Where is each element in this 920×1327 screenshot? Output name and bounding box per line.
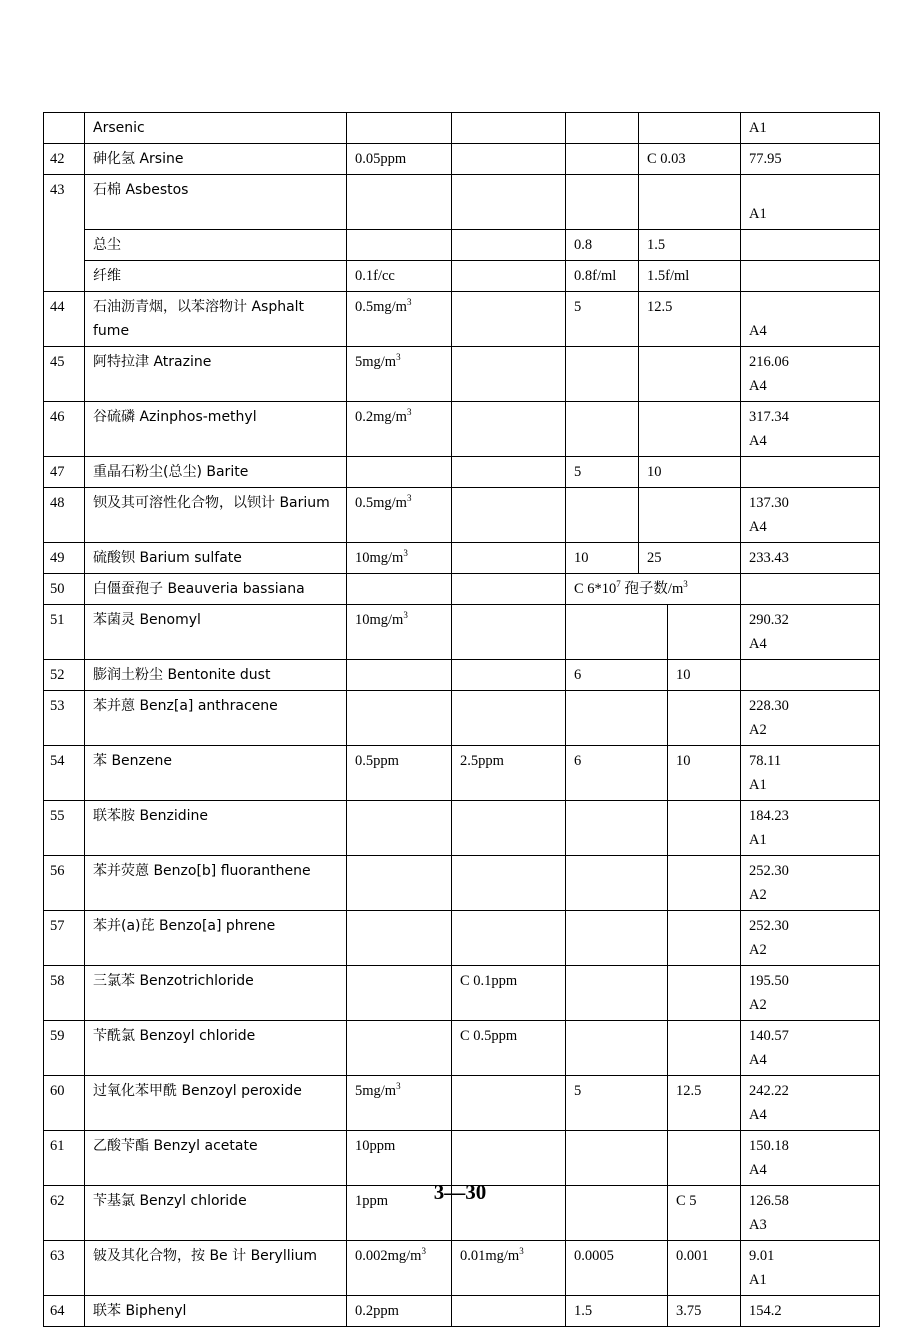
table-row: [44, 966, 880, 1021]
table-row: [44, 1021, 880, 1076]
cell-number: 54: [44, 746, 85, 801]
table-row: [44, 292, 880, 347]
cell-pc-twa: 1.5: [566, 1296, 668, 1327]
cell-twa: [347, 966, 452, 1021]
cell-stel: [452, 574, 566, 605]
cell-substance-name: 白僵蚕孢子 Beauveria bassiana: [85, 574, 347, 605]
cell-pc-stel: [668, 605, 741, 660]
cell-number: 60: [44, 1076, 85, 1131]
cell-molecular-weight: 77.95: [741, 144, 880, 175]
cell-number: [44, 113, 85, 144]
table-row: [44, 1131, 880, 1186]
cell-number: 56: [44, 856, 85, 911]
cell-pc-stel: [668, 691, 741, 746]
cell-number: 62: [44, 1186, 85, 1241]
table-row: [44, 1241, 880, 1296]
table-row: [44, 144, 880, 175]
cell-number: 45: [44, 347, 85, 402]
cell-pc-twa: [566, 347, 639, 402]
cell-stel: [452, 457, 566, 488]
cell-molecular-weight: 228.30 A2: [741, 691, 880, 746]
cell-substance-name: 乙酸苄酯 Benzyl acetate: [85, 1131, 347, 1186]
cell-molecular-weight: 154.2: [741, 1296, 880, 1327]
cell-molecular-weight: [741, 660, 880, 691]
cell-pc-stel: [639, 113, 741, 144]
cell-twa: [347, 113, 452, 144]
cell-molecular-weight: 184.23 A1: [741, 801, 880, 856]
cell-stel: [452, 402, 566, 457]
cell-substance-name: 谷硫磷 Azinphos-methyl: [85, 402, 347, 457]
cell-pc-stel: C 5: [668, 1186, 741, 1241]
cell-number: 59: [44, 1021, 85, 1076]
cell-pc-twa: [566, 605, 668, 660]
cell-number: 64: [44, 1296, 85, 1327]
cell-stel: [452, 911, 566, 966]
cell-stel: 2.5ppm: [452, 746, 566, 801]
cell-twa: $10mg/m^3$: [347, 605, 452, 660]
cell-number: 44: [44, 292, 85, 347]
cell-substance-name: 过氧化苯甲酰 Benzoyl peroxide: [85, 1076, 347, 1131]
cell-pc-twa: [566, 911, 668, 966]
cell-pc-stel: 1.5f/ml: [639, 261, 741, 292]
cell-pc-twa: [566, 113, 639, 144]
cell-molecular-weight: [741, 230, 880, 261]
cell-stel: [452, 347, 566, 402]
cell-pc-twa: [566, 691, 668, 746]
cell-pc-stel: 25: [639, 543, 741, 574]
cell-stel: [452, 691, 566, 746]
cell-number: 58: [44, 966, 85, 1021]
cell-pc-stel: C 0.03: [639, 144, 741, 175]
cell-pc-twa: [566, 175, 639, 230]
cell-twa: $0.5mg/m^3$: [347, 292, 452, 347]
cell-twa: [347, 801, 452, 856]
cell-stel: [452, 801, 566, 856]
table-row: [44, 113, 880, 144]
table-row: [44, 543, 880, 574]
cell-stel: [452, 230, 566, 261]
cell-pc-twa: 0.0005: [566, 1241, 668, 1296]
cell-pc-twa: [566, 1131, 668, 1186]
table-row: [44, 856, 880, 911]
cell-number: 43: [44, 175, 85, 292]
cell-number: 49: [44, 543, 85, 574]
cell-stel: [452, 292, 566, 347]
cell-substance-name: 重晶石粉尘(总尘) Barite: [85, 457, 347, 488]
cell-stel: [452, 144, 566, 175]
cell-pc-stel: 1.5: [639, 230, 741, 261]
cell-number: 63: [44, 1241, 85, 1296]
cell-pc-stel: [668, 801, 741, 856]
cell-molecular-weight: 233.43: [741, 543, 880, 574]
cell-molecular-weight: 9.01 A1: [741, 1241, 880, 1296]
cell-stel: [452, 605, 566, 660]
cell-number: 55: [44, 801, 85, 856]
cell-molecular-weight: [741, 457, 880, 488]
cell-pc-stel: [639, 347, 741, 402]
cell-twa: [347, 457, 452, 488]
cell-pc-stel: [668, 856, 741, 911]
cell-number: 47: [44, 457, 85, 488]
cell-twa: [347, 230, 452, 261]
table-subrow: [44, 261, 880, 292]
cell-pc-twa: [566, 966, 668, 1021]
cell-substance-name: 苯并荧蒽 Benzo[b] fluoranthene: [85, 856, 347, 911]
cell-pc-stel: [668, 911, 741, 966]
cell-pc-stel: [668, 1131, 741, 1186]
cell-pc-stel: [639, 402, 741, 457]
cell-stel: [452, 113, 566, 144]
cell-pc-stel: [639, 488, 741, 543]
cell-pc-twa: 5: [566, 457, 639, 488]
cell-number: 61: [44, 1131, 85, 1186]
cell-pc-twa: [566, 856, 668, 911]
cell-substance-name: Arsenic: [85, 113, 347, 144]
table-row: [44, 801, 880, 856]
cell-number: 51: [44, 605, 85, 660]
cell-substance-name: 铍及其化合物，按 Be 计 Beryllium: [85, 1241, 347, 1296]
cell-pc-stel: 10: [668, 746, 741, 801]
cell-substance-name: 苯菌灵 Benomyl: [85, 605, 347, 660]
cell-molecular-weight: 137.30 A4: [741, 488, 880, 543]
table-row: [44, 175, 880, 230]
cell-stel: [452, 1076, 566, 1131]
table-row: [44, 457, 880, 488]
cell-pc-twa: 10: [566, 543, 639, 574]
cell-twa: [347, 574, 452, 605]
data-table-container: [43, 112, 877, 1327]
cell-molecular-weight: [741, 574, 880, 605]
cell-pc-stel: 3.75: [668, 1296, 741, 1327]
cell-substance-name: 苄基氯 Benzyl chloride: [85, 1186, 347, 1241]
table-row: [44, 347, 880, 402]
cell-pc-twa: 5: [566, 1076, 668, 1131]
cell-substance-name: 砷化氢 Arsine: [85, 144, 347, 175]
cell-pc-stel: [639, 175, 741, 230]
cell-number: 52: [44, 660, 85, 691]
cell-substance-name: 联苯胺 Benzidine: [85, 801, 347, 856]
cell-molecular-weight: A1: [741, 113, 880, 144]
cell-stel: C 0.1ppm: [452, 966, 566, 1021]
cell-molecular-weight: 252.30 A2: [741, 911, 880, 966]
cell-pc-stel: 12.5: [668, 1076, 741, 1131]
cell-pc-twa: 0.8: [566, 230, 639, 261]
cell-twa: [347, 911, 452, 966]
cell-pc-twa: [566, 801, 668, 856]
cell-pc-twa: [566, 402, 639, 457]
cell-stel: [452, 543, 566, 574]
cell-twa: [347, 691, 452, 746]
table-row: [44, 746, 880, 801]
cell-molecular-weight: 242.22 A4: [741, 1076, 880, 1131]
table-row: [44, 488, 880, 543]
cell-molecular-weight: 290.32 A4: [741, 605, 880, 660]
cell-twa: $0.002mg/m^3$: [347, 1241, 452, 1296]
cell-pc-twa: [566, 488, 639, 543]
cell-substance-name: 石油沥青烟，以苯溶物计 Asphalt fume: [85, 292, 347, 347]
cell-substance-name: 三氯苯 Benzotrichloride: [85, 966, 347, 1021]
cell-twa: 0.05ppm: [347, 144, 452, 175]
cell-twa: [347, 660, 452, 691]
cell-molecular-weight: 216.06 A4: [741, 347, 880, 402]
cell-stel: [452, 1131, 566, 1186]
cell-pc-stel: 10: [668, 660, 741, 691]
table-subrow: [44, 230, 880, 261]
cell-substance-name: 联苯 Biphenyl: [85, 1296, 347, 1327]
cell-pc-twa: 5: [566, 292, 639, 347]
cell-molecular-weight: [741, 261, 880, 292]
cell-twa: 10ppm: [347, 1131, 452, 1186]
cell-substance-name: 阿特拉津 Atrazine: [85, 347, 347, 402]
cell-stel: $0.01mg/m^3$: [452, 1241, 566, 1296]
cell-stel: [452, 175, 566, 230]
cell-twa: [347, 856, 452, 911]
cell-stel: C 0.5ppm: [452, 1021, 566, 1076]
cell-pc-twa: 6: [566, 660, 668, 691]
cell-pc-twa: 6: [566, 746, 668, 801]
cell-pc-twa: [566, 1021, 668, 1076]
cell-pc-stel: [668, 966, 741, 1021]
cell-substance-name: 纤维: [85, 261, 347, 292]
cell-stel: [452, 261, 566, 292]
table-row: [44, 691, 880, 746]
cell-substance-name: 硫酸钡 Barium sulfate: [85, 543, 347, 574]
cell-pc-stel: 10: [639, 457, 741, 488]
cell-twa: $10mg/m^3$: [347, 543, 452, 574]
cell-substance-name: 苯并蒽 Benz[a] anthracene: [85, 691, 347, 746]
cell-number: 53: [44, 691, 85, 746]
cell-molecular-weight: 140.57 A4: [741, 1021, 880, 1076]
cell-twa: $0.2mg/m^3$: [347, 402, 452, 457]
cell-twa: 0.5ppm: [347, 746, 452, 801]
cell-pc-twa: 0.8f/ml: [566, 261, 639, 292]
cell-twa: $0.5mg/m^3$: [347, 488, 452, 543]
cell-substance-name: 苯 Benzene: [85, 746, 347, 801]
cell-pc-twa: [566, 144, 639, 175]
cell-pc-stel: [668, 1021, 741, 1076]
cell-twa: 0.1f/cc: [347, 261, 452, 292]
cell-substance-name: 石棉 Asbestos: [85, 175, 347, 230]
cell-pc-stel: 0.001: [668, 1241, 741, 1296]
table-row: [44, 605, 880, 660]
cell-stel: [452, 1296, 566, 1327]
cell-molecular-weight: 150.18 A4: [741, 1131, 880, 1186]
cell-twa: [347, 1021, 452, 1076]
cell-stel: [452, 660, 566, 691]
cell-number: 57: [44, 911, 85, 966]
cell-molecular-weight: A1: [741, 175, 880, 230]
cell-stel: [452, 856, 566, 911]
cell-substance-name: 膨润土粉尘 Bentonite dust: [85, 660, 347, 691]
cell-number: 42: [44, 144, 85, 175]
cell-twa: 1ppm: [347, 1186, 452, 1241]
table-row: [44, 1076, 880, 1131]
cell-molecular-weight: 195.50 A2: [741, 966, 880, 1021]
cell-twa: [347, 175, 452, 230]
cell-number: 48: [44, 488, 85, 543]
page-number: 3—30: [433, 1180, 487, 1204]
cell-molecular-weight: 126.58 A3: [741, 1186, 880, 1241]
cell-pc-stel: 12.5: [639, 292, 741, 347]
cell-substance-name: 苄酰氯 Benzoyl chloride: [85, 1021, 347, 1076]
cell-twa: 0.2ppm: [347, 1296, 452, 1327]
cell-substance-name: 总尘: [85, 230, 347, 261]
cell-molecular-weight: 78.11 A1: [741, 746, 880, 801]
cell-molecular-weight: A4: [741, 292, 880, 347]
cell-molecular-weight: 317.34 A4: [741, 402, 880, 457]
table-row: [44, 402, 880, 457]
cell-twa: $5mg/m^3$: [347, 1076, 452, 1131]
cell-number: 50: [44, 574, 85, 605]
table-row: [44, 1296, 880, 1327]
table-row: [44, 660, 880, 691]
table-row: [44, 911, 880, 966]
cell-stel: [452, 488, 566, 543]
cell-molecular-weight: 252.30 A2: [741, 856, 880, 911]
cell-substance-name: 钡及其可溶性化合物，以钡计 Barium: [85, 488, 347, 543]
cell-substance-name: 苯并(a)芘 Benzo[a] phrene: [85, 911, 347, 966]
cell-number: 46: [44, 402, 85, 457]
cell-pc-limit-span: C $6*10^7$ 孢子数$/m^3$: [566, 574, 741, 605]
table-row: [44, 574, 880, 605]
cell-twa: $5mg/m^3$: [347, 347, 452, 402]
exposure-limits-table: [43, 112, 880, 1327]
